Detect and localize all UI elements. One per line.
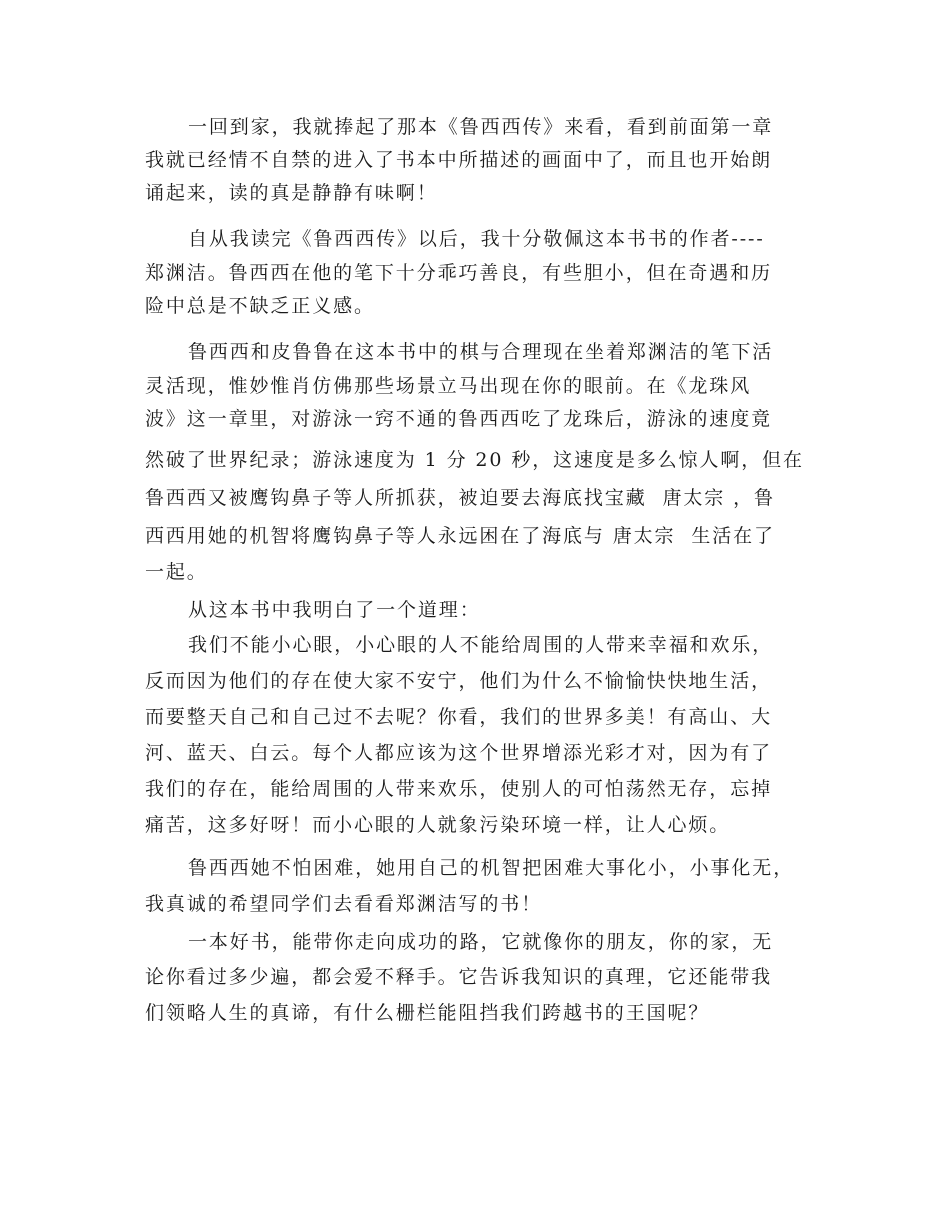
paragraph-7-line-2: 论你看过多少遍，都会爱不释手。它告诉我知识的真理，它还能带我: [145, 966, 773, 988]
paragraph-1-line-2: 我就已经情不自禁的进入了书本中所描述的画面中了，而且也开始朗: [145, 149, 773, 171]
paragraph-6-line-1: 鲁西西她不怕困难，她用自己的机智把困难大事化小，小事化无，: [188, 857, 795, 879]
paragraph-7-line-1: 一本好书，能带你走向成功的路，它就像你的朋友，你的家，无: [188, 931, 774, 953]
paragraph-3-line-5: 鲁西西又被鹰钩鼻子等人所抓获，被迫要去海底找宝藏 唐太宗 ，鲁: [145, 487, 775, 509]
paragraph-4-line-1: 从这本书中我明白了一个道理：: [188, 599, 481, 621]
paragraph-6-line-2: 我真诚的希望同学们去看看郑渊洁写的书！: [145, 893, 543, 915]
paragraph-5-line-5: 我们的存在，能给周围的人带来欢乐，使别人的可怕荡然无存，忘掉: [145, 778, 773, 800]
paragraph-7-line-3: 们领略人生的真谛，有什么栅栏能阻挡我们跨越书的王国呢？: [145, 1002, 710, 1024]
paragraph-5-line-3: 而要整天自己和自己过不去呢？你看，我们的世界多美！有高山、大: [145, 706, 773, 728]
paragraph-2-line-2: 郑渊洁。鲁西西在他的笔下十分乖巧善良，有些胆小，但在奇遇和历: [145, 262, 773, 284]
paragraph-3-line-7: 一起。: [145, 561, 208, 583]
paragraph-5-line-1: 我们不能小心眼，小心眼的人不能给周围的人带来幸福和欢乐，: [188, 634, 774, 656]
paragraph-3-line-2: 灵活现，惟妙惟肖仿佛那些场景立马出现在你的眼前。在《龙珠风: [145, 375, 752, 397]
paragraph-1-line-3: 诵起来，读的真是静静有味啊！: [145, 182, 438, 204]
paragraph-2-line-1: 自从我读完《鲁西西传》以后，我十分敬佩这本书书的作者----: [188, 228, 765, 250]
paragraph-3-line-6: 西西用她的机智将鹰钩鼻子等人永远困在了海底与 唐太宗 生活在了: [145, 525, 775, 547]
paragraph-3-line-4: 然破了世界纪录；游泳速度为 1 分 20 秒，这速度是多么惊人啊，但在: [145, 449, 804, 471]
paragraph-5-line-2: 反而因为他们的存在使大家不安宁，他们为什么不愉愉快快地生活，: [145, 670, 773, 692]
paragraph-3-line-3: 波》这一章里，对游泳一窍不通的鲁西西吃了龙珠后，游泳的速度竟: [145, 408, 773, 430]
paragraph-2-line-3: 险中总是不缺乏正义感。: [145, 295, 375, 317]
paragraph-3-line-1: 鲁西西和皮鲁鲁在这本书中的棋与合理现在坐着郑渊洁的笔下活: [188, 341, 774, 363]
paragraph-5-line-6: 痛苦，这多好呀！而小心眼的人就象污染环境一样，让人心烦。: [145, 814, 731, 836]
paragraph-5-line-4: 河、蓝天、白云。每个人都应该为这个世界增添光彩才对，因为有了: [145, 742, 773, 764]
paragraph-1-line-1: 一回到家，我就捧起了那本《鲁西西传》来看，看到前面第一章: [188, 116, 774, 138]
